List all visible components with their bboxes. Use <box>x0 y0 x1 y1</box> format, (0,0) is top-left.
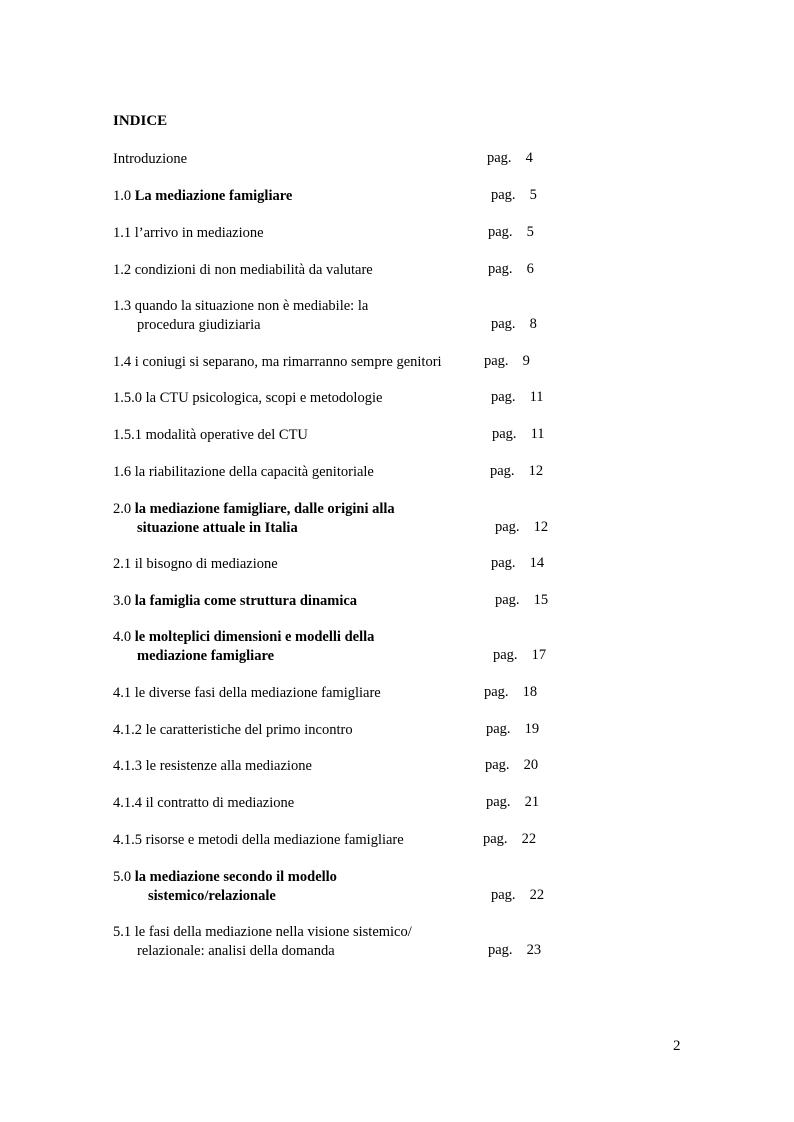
toc-page-ref <box>493 647 546 664</box>
toc-entry-number: 4.1.4 <box>113 795 146 811</box>
toc-entry-title-continued: procedura giudiziaria <box>137 317 261 333</box>
pag-label: pag. <box>484 684 509 700</box>
pag-label: pag. <box>493 647 518 663</box>
toc-entry-title-continued: mediazione famigliare <box>137 648 275 664</box>
toc-entry-title: la CTU psicologica, scopi e metodologie <box>145 390 383 406</box>
page-number: 2 <box>673 1038 681 1054</box>
toc-page-ref <box>491 555 544 572</box>
toc-page-number: 12 <box>528 463 544 479</box>
toc-page-number: 23 <box>526 942 542 958</box>
toc-entry-title: modalità operative del CTU <box>145 427 308 443</box>
toc-entry-title: il bisogno di mediazione <box>134 556 278 572</box>
toc-entry-number: 4.1.3 <box>113 758 146 774</box>
toc-entry-number: 1.1 <box>113 225 135 241</box>
toc-entry-number: 1.4 <box>113 354 135 370</box>
toc-page-ref <box>483 831 536 848</box>
pag-label: pag. <box>488 224 513 240</box>
toc-entry-number: 4.1.2 <box>113 722 146 738</box>
toc-page-number: 11 <box>530 426 545 442</box>
toc-entry-title: La mediazione famigliare <box>134 188 293 204</box>
toc-page-number: 20 <box>523 757 539 773</box>
toc-entry-title: condizioni di non mediabilità da valutare <box>134 262 373 278</box>
toc-page-number: 5 <box>526 224 534 240</box>
toc-entry-line <box>113 629 374 645</box>
toc-entry-title-continued: sistemico/relazionale <box>148 888 276 904</box>
toc-entry-line <box>113 225 264 241</box>
toc-entry-line <box>113 722 353 738</box>
toc-entry-title: Introduzione <box>113 151 188 167</box>
pag-label: pag. <box>483 831 508 847</box>
pag-label: pag. <box>490 463 515 479</box>
pag-label: pag. <box>487 150 512 166</box>
toc-page-number: 17 <box>531 647 547 663</box>
pag-label: pag. <box>484 353 509 369</box>
toc-entry-number: 1.2 <box>113 262 135 278</box>
toc-page-number: 4 <box>525 150 533 166</box>
toc-entry-title: la famiglia come struttura dinamica <box>134 593 358 609</box>
toc-title: INDICE <box>113 113 168 129</box>
toc-entry-title: le caratteristiche del primo incontro <box>145 722 353 738</box>
toc-entry-line <box>113 151 187 167</box>
toc-entry-number: 2.0 <box>113 501 135 517</box>
toc-page-number: 22 <box>521 831 537 847</box>
toc-entry-line <box>113 298 368 314</box>
toc-page-ref <box>487 150 533 167</box>
toc-entry-title: le resistenze alla mediazione <box>145 758 312 774</box>
toc-entry-title: le diverse fasi della mediazione famigliare <box>134 685 381 701</box>
toc-entry-title: risorse e metodi della mediazione famigliare <box>145 832 404 848</box>
pag-label: pag. <box>485 757 510 773</box>
toc-page-ref <box>485 757 538 774</box>
toc-entry-title: l’arrivo in mediazione <box>134 225 264 241</box>
toc-entry-number: 1.0 <box>113 188 135 204</box>
toc-entry-number: 1.3 <box>113 298 135 314</box>
pag-label: pag. <box>486 721 511 737</box>
toc-entry-line <box>113 262 373 278</box>
toc-entry-title: le fasi della mediazione nella visione sistemico/ <box>134 924 412 940</box>
toc-entry-line <box>113 924 412 940</box>
toc-entry-number: 1.6 <box>113 464 135 480</box>
toc-entry-title: le molteplici dimensioni e modelli della <box>134 629 375 645</box>
toc-page-ref <box>484 353 530 370</box>
toc-page-number: 21 <box>524 794 540 810</box>
toc-entry-title-continued: situazione attuale in Italia <box>137 520 298 536</box>
pag-label: pag. <box>491 389 516 405</box>
toc-entry-title: quando la situazione non è mediabile: la <box>134 298 369 314</box>
pag-label: pag. <box>492 426 517 442</box>
toc-entry-number: 4.1 <box>113 685 135 701</box>
toc-page-ref <box>491 316 537 333</box>
toc-page-ref <box>486 721 539 738</box>
toc-entry-line <box>113 188 292 204</box>
pag-label: pag. <box>495 592 520 608</box>
toc-page-number: 15 <box>533 592 549 608</box>
toc-entry-number: 1.5.1 <box>113 427 146 443</box>
toc-entry-number: 4.1.5 <box>113 832 146 848</box>
toc-entry-line <box>113 869 337 885</box>
toc-entry-line <box>113 390 382 406</box>
toc-page-number: 9 <box>522 353 530 369</box>
toc-entry-title: la mediazione secondo il modello <box>134 869 337 885</box>
toc-entry-title: i coniugi si separano, ma rimarranno sempre genitori <box>134 354 442 370</box>
toc-page-number: 11 <box>529 389 544 405</box>
toc-page-ref <box>486 794 539 811</box>
toc-entry-number: 2.1 <box>113 556 135 572</box>
toc-page-ref <box>484 684 537 701</box>
toc-page-number: 19 <box>524 721 540 737</box>
toc-page-ref <box>491 187 537 204</box>
toc-entry-number: 4.0 <box>113 629 135 645</box>
toc-entry-line <box>113 685 381 701</box>
toc-page-number: 8 <box>529 316 537 332</box>
pag-label: pag. <box>488 261 513 277</box>
pag-label: pag. <box>491 887 516 903</box>
pag-label: pag. <box>495 519 520 535</box>
toc-page-ref <box>491 389 544 406</box>
toc-page-number: 22 <box>529 887 545 903</box>
toc-page-number: 12 <box>533 519 549 535</box>
toc-page-number: 14 <box>529 555 545 571</box>
toc-entry-title: la riabilitazione della capacità genitoriale <box>134 464 374 480</box>
toc-entry-number: 5.1 <box>113 924 135 940</box>
toc-page-ref <box>488 224 534 241</box>
toc-page-number: 18 <box>522 684 538 700</box>
pag-label: pag. <box>491 187 516 203</box>
toc-page-ref <box>495 592 548 609</box>
toc-page-ref <box>490 463 543 480</box>
toc-entry-title: il contratto di mediazione <box>145 795 295 811</box>
toc-entry-line <box>113 464 374 480</box>
toc-page-ref <box>491 887 544 904</box>
toc-entry-line <box>113 556 278 572</box>
toc-entry-line <box>113 427 308 443</box>
toc-page-number: 5 <box>529 187 537 203</box>
pag-label: pag. <box>488 942 513 958</box>
pag-label: pag. <box>491 316 516 332</box>
toc-page-ref <box>488 261 534 278</box>
toc-page-ref <box>495 519 548 536</box>
toc-entry-number: 1.5.0 <box>113 390 146 406</box>
toc-entry-line <box>113 795 294 811</box>
toc-page-ref <box>492 426 545 443</box>
toc-entry-title-continued: relazionale: analisi della domanda <box>137 943 335 959</box>
pag-label: pag. <box>491 555 516 571</box>
pag-label: pag. <box>486 794 511 810</box>
toc-entry-line <box>113 354 442 370</box>
toc-entry-line <box>113 501 395 517</box>
toc-entry-title: la mediazione famigliare, dalle origini alla <box>134 501 395 517</box>
toc-entry-line <box>113 593 357 609</box>
toc-entry-number: 3.0 <box>113 593 135 609</box>
toc-entry-line <box>113 758 312 774</box>
toc-entry-line <box>113 832 404 848</box>
toc-entry-number: 5.0 <box>113 869 135 885</box>
toc-page-ref <box>488 942 541 959</box>
toc-page-number: 6 <box>526 261 534 277</box>
